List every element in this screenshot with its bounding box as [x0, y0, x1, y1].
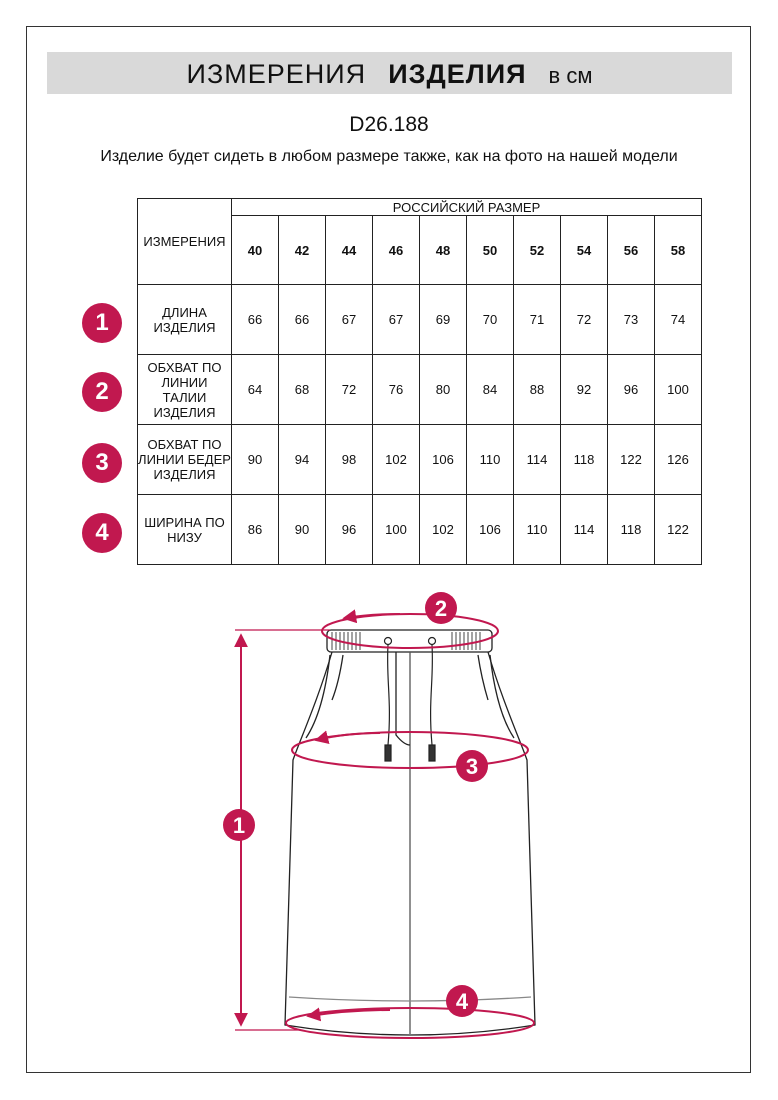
size-header: 46 — [373, 216, 420, 285]
table-cell: 106 — [420, 425, 467, 495]
row-marker-3: 3 — [82, 443, 122, 483]
table-cell: 114 — [514, 425, 561, 495]
table-cell: 118 — [608, 495, 655, 565]
table-cell: 71 — [514, 285, 561, 355]
table-cell: 114 — [561, 495, 608, 565]
table-cell: 70 — [467, 285, 514, 355]
fit-note: Изделие будет сидеть в любом размере также, как на фото на нашей модели — [100, 148, 678, 165]
diagram-marker-1 — [223, 809, 255, 841]
table-cell: 122 — [608, 425, 655, 495]
diagram-marker-2-label: 2 — [434, 596, 448, 621]
table-cell: 67 — [373, 285, 420, 355]
table-cell: 118 — [561, 425, 608, 495]
diagram-marker-4 — [446, 985, 478, 1017]
table-cell: 73 — [608, 285, 655, 355]
table-cell: 102 — [373, 425, 420, 495]
table-cell: 94 — [279, 425, 326, 495]
table-cell: 74 — [655, 285, 702, 355]
table-cell: 66 — [232, 285, 279, 355]
table-cell: 96 — [608, 355, 655, 425]
measure-lines — [232, 614, 534, 1038]
size-header: 48 — [420, 216, 467, 285]
table-cell: 98 — [326, 425, 373, 495]
row-label: ДЛИНА ИЗДЕЛИЯ — [138, 285, 232, 355]
row-marker-1: 1 — [82, 303, 122, 343]
table-cell: 90 — [232, 425, 279, 495]
size-header: 58 — [655, 216, 702, 285]
table-cell: 90 — [279, 495, 326, 565]
diagram-marker-3 — [456, 750, 488, 782]
title-part1: ИЗМЕРЕНИЯ — [186, 59, 367, 89]
skirt-outline — [285, 630, 535, 1035]
table-cell: 106 — [467, 495, 514, 565]
size-header: 40 — [232, 216, 279, 285]
table-cell: 122 — [655, 495, 702, 565]
table-cell: 68 — [279, 355, 326, 425]
title-part2: ИЗДЕЛИЯ — [388, 59, 527, 89]
table-cell: 69 — [420, 285, 467, 355]
table-cell: 86 — [232, 495, 279, 565]
diagram-marker-2 — [425, 592, 457, 624]
table-cell: 102 — [420, 495, 467, 565]
row-label: ОБХВАТ ПО ЛИНИИ БЕДЕР ИЗДЕЛИЯ — [138, 425, 232, 495]
row-label: ШИРИНА ПО НИЗУ — [138, 495, 232, 565]
diagram-marker-3-label: 3 — [465, 754, 479, 779]
table-cell: 84 — [467, 355, 514, 425]
table-cell: 100 — [655, 355, 702, 425]
diagram-marker-1-label: 1 — [232, 813, 246, 838]
title-unit: в см — [548, 63, 593, 88]
table-cell: 72 — [561, 285, 608, 355]
table-cell: 126 — [655, 425, 702, 495]
row-label: ОБХВАТ ПО ЛИНИИ ТАЛИИ ИЗДЕЛИЯ — [138, 355, 232, 425]
size-header: 54 — [561, 216, 608, 285]
table-cell: 72 — [326, 355, 373, 425]
diagram-marker-4-label: 4 — [455, 989, 469, 1014]
table-cell: 100 — [373, 495, 420, 565]
corner-label: ИЗМЕРЕНИЯ — [138, 199, 232, 285]
size-group-label: РОССИЙСКИЙ РАЗМЕР — [232, 199, 702, 216]
table-cell: 110 — [514, 495, 561, 565]
size-header: 44 — [326, 216, 373, 285]
table-cell: 64 — [232, 355, 279, 425]
table-cell: 67 — [326, 285, 373, 355]
size-header: 50 — [467, 216, 514, 285]
table-cell: 76 — [373, 355, 420, 425]
row-marker-4: 4 — [82, 513, 122, 553]
row-marker-2: 2 — [82, 372, 122, 412]
table-cell: 92 — [561, 355, 608, 425]
table-cell: 110 — [467, 425, 514, 495]
product-code: D26.188 — [349, 113, 429, 136]
table-cell: 80 — [420, 355, 467, 425]
size-header: 56 — [608, 216, 655, 285]
table-cell: 88 — [514, 355, 561, 425]
table-cell: 96 — [326, 495, 373, 565]
table-cell: 66 — [279, 285, 326, 355]
size-header: 52 — [514, 216, 561, 285]
size-header: 42 — [279, 216, 326, 285]
